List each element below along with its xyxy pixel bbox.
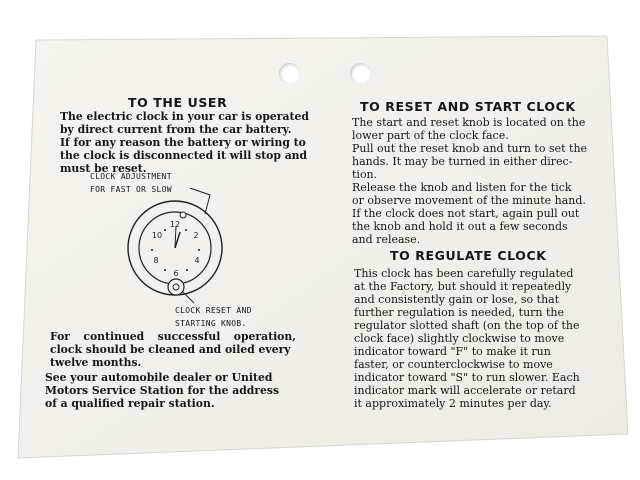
numeral-8: 8 xyxy=(153,256,159,265)
user-intro-line: the clock is disconnected it will stop and xyxy=(60,149,308,162)
reset-knob xyxy=(168,279,184,295)
reset-line: or observe movement of the minute hand. xyxy=(352,194,586,207)
reset-line: lower part of the clock face. xyxy=(352,129,509,142)
regulate-title: TO REGULATE CLOCK xyxy=(390,248,547,263)
reset-line: If the clock does not start, again pull out xyxy=(352,207,580,220)
numeral-2: 2 xyxy=(193,231,199,240)
adjust-caption-line: FOR FAST OR SLOW xyxy=(90,185,172,194)
reset-title: TO RESET AND START CLOCK xyxy=(360,99,576,114)
user-intro-line: The electric clock in your car is operated xyxy=(60,110,309,123)
regulate-line: indicator toward "S" to run slower. Each xyxy=(354,371,580,384)
hour-dot xyxy=(185,229,187,231)
regulate-line: This clock has been carefully regulated xyxy=(354,267,574,280)
reset-line: the knob and hold it out a few seconds xyxy=(352,220,568,233)
hour-dot xyxy=(164,229,166,231)
user-intro-line: by direct current from the car battery. xyxy=(60,123,292,136)
reset-line: Pull out the reset knob and turn to set the xyxy=(352,142,588,155)
user-intro-line: If for any reason the battery or wiring to xyxy=(60,136,306,149)
dealer-paragraph xyxy=(45,371,279,410)
regulate-line: further regulation is needed, turn the xyxy=(354,306,565,319)
user-title: TO THE USER xyxy=(128,95,228,110)
regulate-line: indicator mark will accelerate or retard xyxy=(354,384,576,397)
reset-line: hands. It may be turned in either direc- xyxy=(352,155,573,168)
numeral-6: 6 xyxy=(173,269,179,278)
regulate-line: and consistently gain or lose, so that xyxy=(354,293,560,306)
numeral-4: 4 xyxy=(194,256,200,265)
numeral-12: 12 xyxy=(169,220,181,229)
regulate-paragraph xyxy=(354,267,580,410)
numeral-10: 10 xyxy=(151,231,163,240)
reset-caption-line: STARTING KNOB. xyxy=(175,319,247,328)
hour-dot xyxy=(186,269,188,271)
reset-line: The start and reset knob is located on the xyxy=(352,116,586,129)
regulate-line: it approximately 2 minutes per day. xyxy=(354,397,552,410)
reset-caption-line: CLOCK RESET AND xyxy=(175,306,252,315)
dealer-line: of a qualified repair station. xyxy=(45,397,215,410)
reset-line: Release the knob and listen for the tick xyxy=(352,181,572,194)
care-line: clock should be cleaned and oiled every xyxy=(50,343,291,356)
hour-dot xyxy=(151,249,153,251)
care-line: For continued successful operation, xyxy=(50,330,296,343)
reset-para-3 xyxy=(352,181,586,246)
reset-line: tion. xyxy=(352,168,378,181)
regulate-line: indicator toward "F" to make it run xyxy=(354,345,551,358)
care-paragraph xyxy=(50,330,296,369)
regulator-shaft xyxy=(180,212,186,218)
care-line: twelve months. xyxy=(50,356,142,369)
hour-dot xyxy=(198,249,200,251)
adjust-leader-line xyxy=(190,188,210,214)
regulate-line: clock face) slightly clockwise to move xyxy=(354,332,565,345)
reset-line: and release. xyxy=(352,233,421,246)
dealer-line: See your automobile dealer or United xyxy=(45,371,273,384)
regulate-line: faster, or counterclockwise to move xyxy=(354,358,553,371)
reset-caption xyxy=(175,304,252,330)
reset-para-2 xyxy=(352,142,587,181)
adjust-caption-line: CLOCK ADJUSTMENT xyxy=(90,172,172,181)
regulate-line: regulator slotted shaft (on the top of the xyxy=(354,319,580,332)
regulate-line: at the Factory, but should it repeatedly xyxy=(354,280,572,293)
user-intro-line: must be reset. xyxy=(60,162,147,175)
reset-para-1 xyxy=(352,116,585,142)
hour-dot xyxy=(164,269,166,271)
dealer-line: Motors Service Station for the address xyxy=(45,384,280,397)
